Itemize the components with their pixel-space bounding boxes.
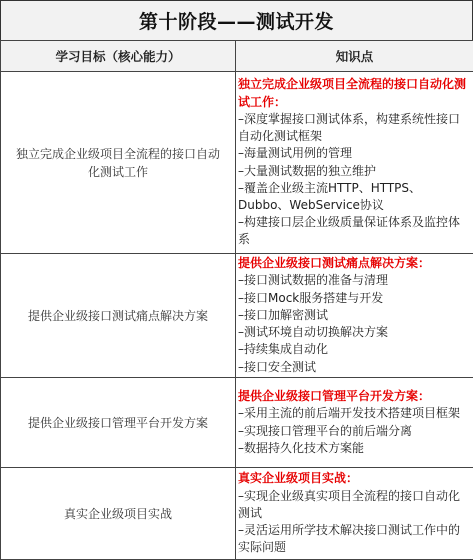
knowledge-item: –采用主流的前后端开发技术搭建项目框架 xyxy=(238,406,461,421)
knowledge-item: –持续集成自动化 xyxy=(238,342,329,357)
knowledge-heading: 独立完成企业级项目全流程的接口自动化测试工作： xyxy=(238,77,467,109)
knowledge-item: –接口测试数据的准备与清理 xyxy=(238,273,389,288)
knowledge-item: –灵活运用所学技术解决接口测试工作中的实际问题 xyxy=(238,523,461,555)
knowledge-heading: 提供企业级接口测试痛点解决方案： xyxy=(238,256,431,271)
knowledge-item: –接口Mock服务搭建与开发 xyxy=(238,290,384,305)
row-goal: 提供企业级接口测试痛点解决方案 xyxy=(1,254,236,378)
knowledge-item: –实现接口管理平台的前后端分离 xyxy=(238,423,413,438)
knowledge-item: –接口安全测试 xyxy=(238,359,317,374)
knowledge-item: –实现企业级真实项目全流程的接口自动化测试 xyxy=(238,488,461,520)
table-row xyxy=(1,468,473,560)
column-header-knowledge: 知识点 xyxy=(236,41,473,72)
row-knowledge xyxy=(236,254,473,378)
knowledge-item: –数据持久化技术方案能 xyxy=(238,440,365,455)
page-title: 第十阶段——测试开发 xyxy=(0,0,473,41)
row-goal: 提供企业级接口管理平台开发方案 xyxy=(1,378,236,468)
knowledge-item: –覆盖企业级主流HTTP、HTTPS、Dubbo、WebService协议 xyxy=(238,180,422,212)
row-goal: 独立完成企业级项目全流程的接口自动化测试工作 xyxy=(1,72,236,254)
curriculum-table xyxy=(0,40,473,560)
row-goal: 真实企业级项目实战 xyxy=(1,468,236,560)
row-knowledge xyxy=(236,72,473,254)
knowledge-item: –构建接口层企业级质量保证体系及监控体系 xyxy=(238,215,461,247)
row-knowledge xyxy=(236,378,473,468)
knowledge-heading: 提供企业级接口管理平台开发方案： xyxy=(238,389,431,404)
row-knowledge xyxy=(236,468,473,560)
column-header-goal: 学习目标（核心能力） xyxy=(1,41,236,72)
knowledge-item: –深度掌握接口测试体系，构建系统性接口自动化测试框架 xyxy=(238,111,461,144)
table-row xyxy=(1,254,473,378)
knowledge-item: –接口加解密测试 xyxy=(238,307,329,322)
table-row xyxy=(1,72,473,254)
knowledge-item: –海量测试用例的管理 xyxy=(238,146,353,161)
knowledge-heading: 真实企业级项目实战： xyxy=(238,471,359,486)
knowledge-item: –大量测试数据的独立维护 xyxy=(238,163,377,178)
knowledge-item: –测试环境自动切换解决方案 xyxy=(238,325,389,340)
table-row xyxy=(1,378,473,468)
table-header-row xyxy=(1,41,473,72)
